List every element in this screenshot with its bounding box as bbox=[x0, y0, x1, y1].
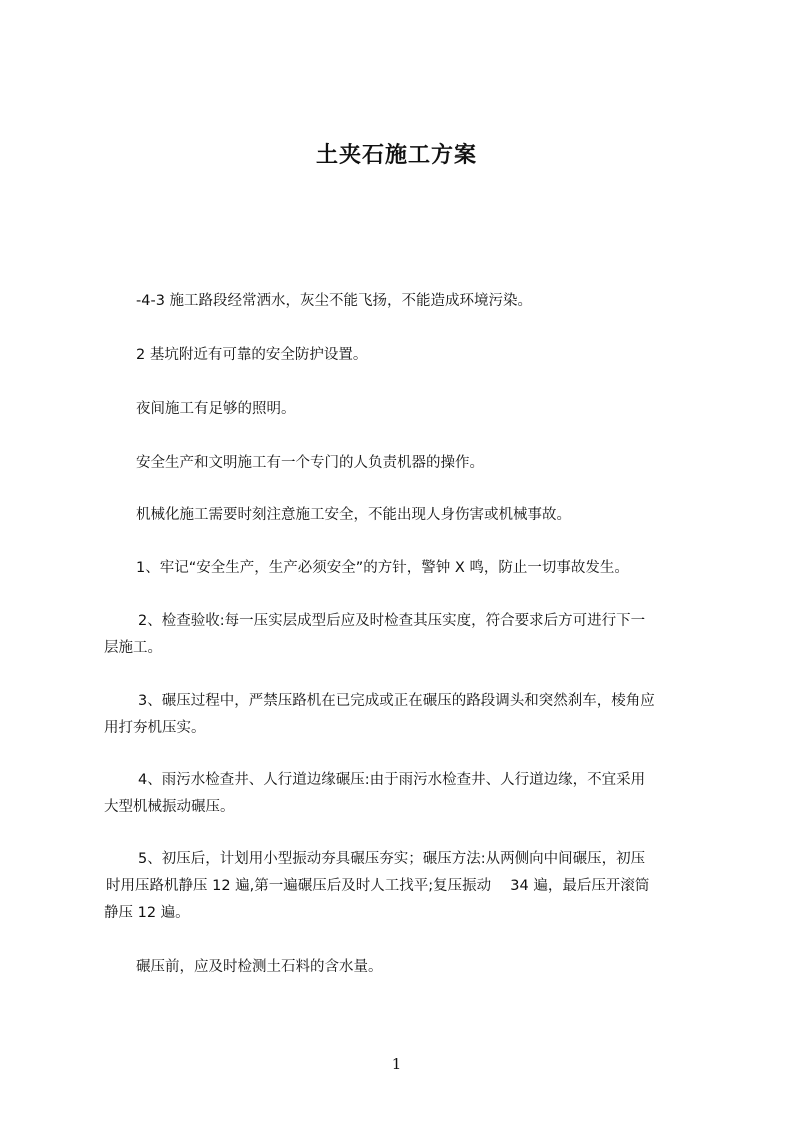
paragraph-2 bbox=[136, 342, 736, 369]
paragraph-line: 2 基坑附近有可靠的安全防护设置。 bbox=[136, 347, 368, 363]
paragraph-line: 2、检查验收:每一压实层成型后应及时检查其压实度，符合要求后方可进行下一 bbox=[138, 613, 646, 629]
paragraph-line: 4、雨污水检查井、人行道边缘碾压:由于雨污水检查井、人行道边缘，不宜采用 bbox=[138, 772, 646, 788]
page-number: 1 bbox=[391, 1055, 402, 1073]
paragraph-1 bbox=[136, 288, 736, 315]
paragraph-line: 夜间施工有足够的照明。 bbox=[136, 401, 296, 417]
paragraph-9 bbox=[104, 767, 704, 821]
paragraph-line: 碾压前，应及时检测土石料的含水量。 bbox=[136, 959, 383, 975]
paragraph-11 bbox=[136, 954, 736, 981]
paragraph-line: 机械化施工需要时刻注意施工安全，不能出现人身伤害或机械事故。 bbox=[136, 507, 571, 523]
paragraph-5 bbox=[136, 502, 736, 529]
paragraph-line: 5、初压后，计划用小型振动夯具碾压夯实；碾压方法:从两侧向中间碾压，初压 bbox=[138, 851, 646, 867]
paragraph-6 bbox=[136, 555, 736, 582]
paragraph-line: 安全生产和文明施工有一个专门的人负责机器的操作。 bbox=[136, 455, 484, 471]
paragraph-line: 时用压路机静压 12 遍,第一遍碾压后及时人工找平;复压振动 34 遍，最后压开滚筒 bbox=[106, 878, 650, 894]
paragraph-line: 3、碾压过程中，严禁压路机在已完成或正在碾压的路段调头和突然刹车，棱角应 bbox=[138, 693, 655, 709]
paragraph-line: -4-3 施工路段经常洒水，灰尘不能飞扬，不能造成环境污染。 bbox=[136, 293, 533, 309]
page-title: 土夹石施工方案 bbox=[315, 143, 477, 168]
paragraph-line: 静压 12 遍。 bbox=[104, 905, 190, 921]
paragraph-line: 用打夯机压实。 bbox=[104, 720, 206, 736]
paragraph-10 bbox=[104, 846, 704, 927]
paragraph-line: 层施工。 bbox=[104, 640, 162, 656]
paragraph-7 bbox=[104, 608, 704, 662]
paragraph-8 bbox=[104, 688, 704, 742]
paragraph-3 bbox=[136, 396, 736, 423]
paragraph-line: 大型机械振动碾压。 bbox=[104, 799, 235, 815]
paragraph-line: 1、牢记“安全生产，生产必须安全”的方针，警钟 X 鸣，防止一切事故发生。 bbox=[136, 560, 629, 576]
paragraph-4 bbox=[136, 450, 736, 477]
